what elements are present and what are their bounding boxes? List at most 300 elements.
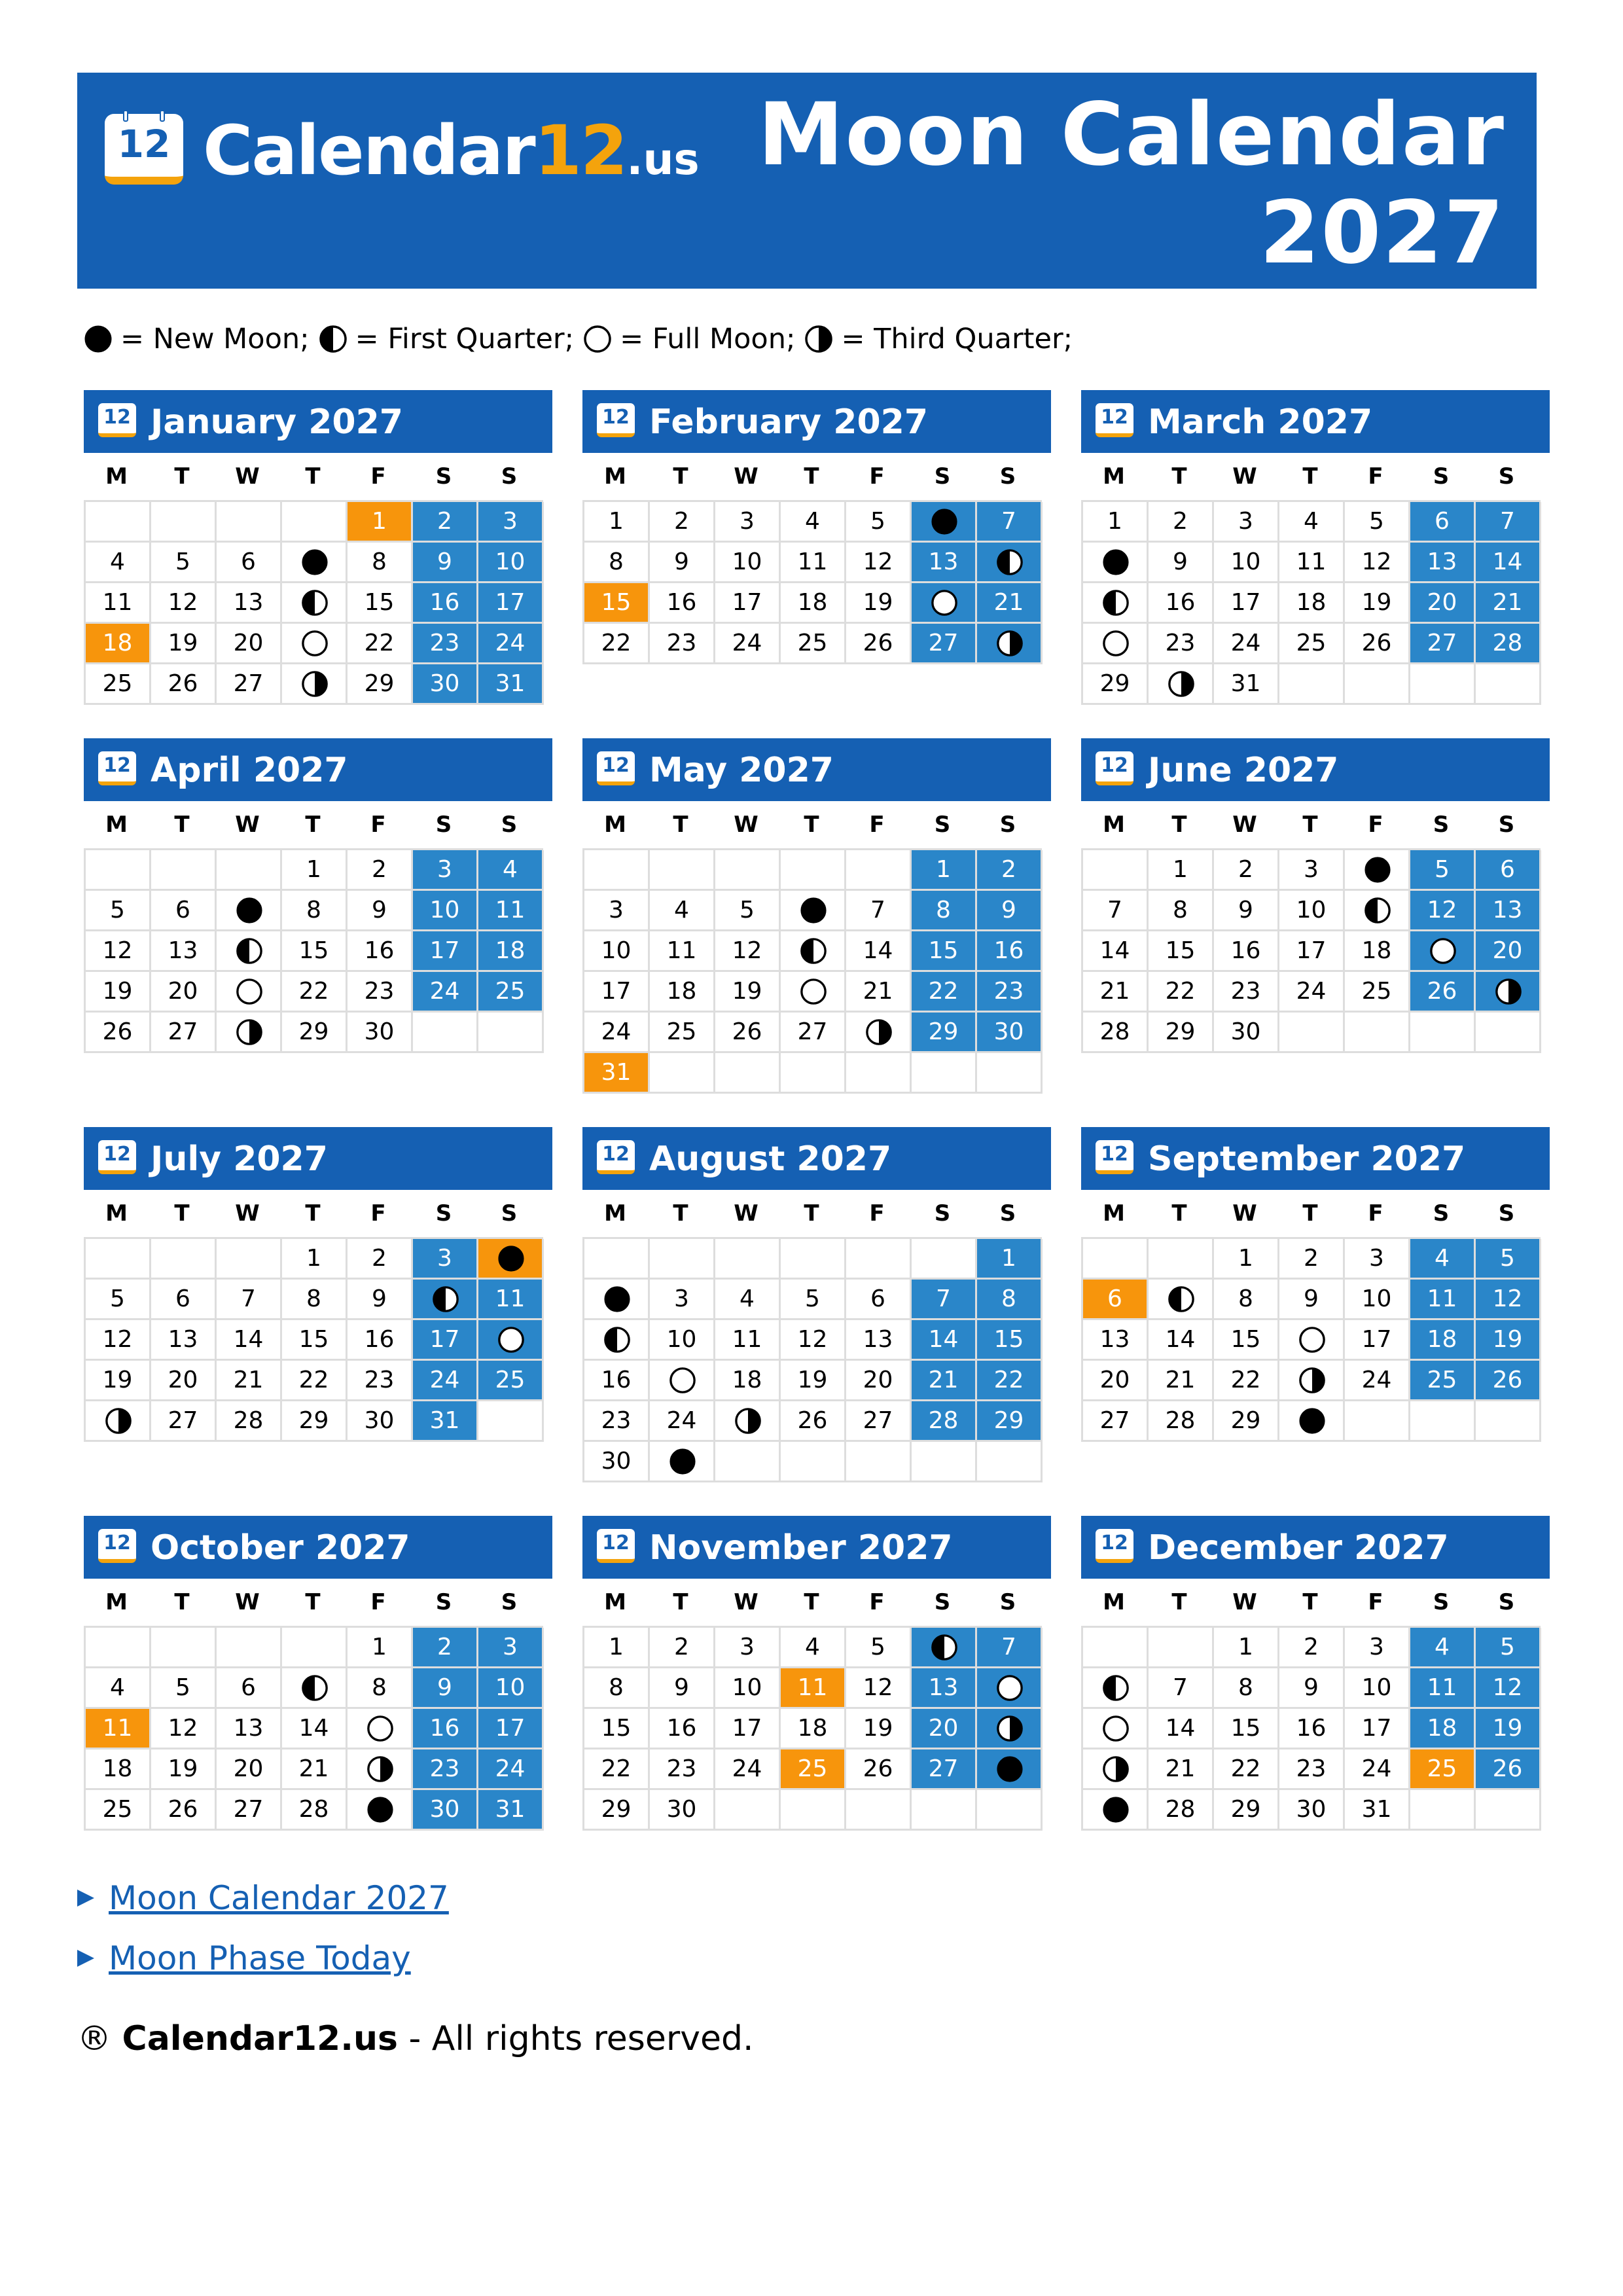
day-cell[interactable] bbox=[912, 1668, 977, 1709]
day-cell[interactable] bbox=[282, 931, 348, 972]
day-cell[interactable] bbox=[1214, 972, 1279, 1013]
day-cell[interactable] bbox=[217, 972, 282, 1013]
day-cell[interactable] bbox=[348, 1668, 413, 1709]
day-cell[interactable] bbox=[584, 1053, 650, 1094]
day-cell[interactable] bbox=[1149, 502, 1214, 543]
day-cell[interactable] bbox=[1214, 624, 1279, 664]
day-cell[interactable] bbox=[1279, 891, 1345, 931]
day-cell[interactable] bbox=[1214, 1628, 1279, 1668]
day-cell[interactable] bbox=[1149, 931, 1214, 972]
day-cell[interactable] bbox=[846, 1401, 912, 1442]
day-cell[interactable] bbox=[846, 1320, 912, 1361]
day-cell[interactable] bbox=[478, 624, 544, 664]
day-cell[interactable] bbox=[650, 583, 715, 624]
day-cell[interactable] bbox=[86, 891, 151, 931]
day-cell[interactable] bbox=[912, 1628, 977, 1668]
day-cell[interactable] bbox=[1279, 1709, 1345, 1749]
day-cell[interactable] bbox=[1214, 1749, 1279, 1790]
day-cell[interactable] bbox=[1345, 931, 1410, 972]
day-cell[interactable] bbox=[1214, 850, 1279, 891]
day-cell[interactable] bbox=[1214, 583, 1279, 624]
day-cell[interactable] bbox=[584, 1361, 650, 1401]
day-cell[interactable] bbox=[846, 931, 912, 972]
day-cell[interactable] bbox=[650, 931, 715, 972]
day-cell[interactable] bbox=[584, 1709, 650, 1749]
day-cell[interactable] bbox=[348, 1361, 413, 1401]
day-cell[interactable] bbox=[1410, 624, 1476, 664]
day-cell[interactable] bbox=[1214, 891, 1279, 931]
day-cell[interactable] bbox=[584, 1280, 650, 1320]
day-cell[interactable] bbox=[217, 1361, 282, 1401]
day-cell[interactable] bbox=[584, 931, 650, 972]
day-cell[interactable] bbox=[1214, 1280, 1279, 1320]
day-cell[interactable] bbox=[1345, 891, 1410, 931]
day-cell[interactable] bbox=[650, 1280, 715, 1320]
day-cell[interactable] bbox=[1476, 850, 1541, 891]
day-cell[interactable] bbox=[348, 1628, 413, 1668]
day-cell[interactable] bbox=[151, 1668, 217, 1709]
day-cell[interactable] bbox=[86, 1668, 151, 1709]
day-cell[interactable] bbox=[846, 543, 912, 583]
day-cell[interactable] bbox=[151, 1013, 217, 1053]
day-cell[interactable] bbox=[1083, 583, 1149, 624]
day-cell[interactable] bbox=[478, 1790, 544, 1831]
day-cell[interactable] bbox=[584, 1749, 650, 1790]
day-cell[interactable] bbox=[282, 1239, 348, 1280]
day-cell[interactable] bbox=[348, 931, 413, 972]
day-cell[interactable] bbox=[584, 1013, 650, 1053]
day-cell[interactable] bbox=[151, 664, 217, 705]
day-cell[interactable] bbox=[1279, 1361, 1345, 1401]
day-cell[interactable] bbox=[1476, 1628, 1541, 1668]
day-cell[interactable] bbox=[282, 972, 348, 1013]
day-cell[interactable] bbox=[715, 1320, 781, 1361]
day-cell[interactable] bbox=[912, 850, 977, 891]
day-cell[interactable] bbox=[846, 624, 912, 664]
day-cell[interactable] bbox=[1214, 1361, 1279, 1401]
day-cell[interactable] bbox=[781, 1013, 846, 1053]
day-cell[interactable] bbox=[650, 1749, 715, 1790]
day-cell[interactable] bbox=[1214, 1239, 1279, 1280]
day-cell[interactable] bbox=[715, 931, 781, 972]
day-cell[interactable] bbox=[1476, 1709, 1541, 1749]
day-cell[interactable] bbox=[715, 1280, 781, 1320]
day-cell[interactable] bbox=[86, 972, 151, 1013]
day-cell[interactable] bbox=[1279, 1628, 1345, 1668]
day-cell[interactable] bbox=[584, 1790, 650, 1831]
day-cell[interactable] bbox=[413, 664, 478, 705]
day-cell[interactable] bbox=[715, 583, 781, 624]
day-cell[interactable] bbox=[1214, 1320, 1279, 1361]
day-cell[interactable] bbox=[1345, 1790, 1410, 1831]
day-cell[interactable] bbox=[715, 624, 781, 664]
day-cell[interactable] bbox=[86, 931, 151, 972]
day-cell[interactable] bbox=[1410, 1280, 1476, 1320]
day-cell[interactable] bbox=[781, 972, 846, 1013]
day-cell[interactable] bbox=[715, 1361, 781, 1401]
day-cell[interactable] bbox=[650, 1668, 715, 1709]
day-cell[interactable] bbox=[650, 1361, 715, 1401]
day-cell[interactable] bbox=[912, 1709, 977, 1749]
day-cell[interactable] bbox=[650, 502, 715, 543]
day-cell[interactable] bbox=[86, 1749, 151, 1790]
day-cell[interactable] bbox=[478, 1239, 544, 1280]
day-cell[interactable] bbox=[1345, 1320, 1410, 1361]
day-cell[interactable] bbox=[1410, 931, 1476, 972]
day-cell[interactable] bbox=[478, 1361, 544, 1401]
day-cell[interactable] bbox=[1149, 1013, 1214, 1053]
day-cell[interactable] bbox=[1410, 891, 1476, 931]
day-cell[interactable] bbox=[151, 891, 217, 931]
day-cell[interactable] bbox=[413, 502, 478, 543]
day-cell[interactable] bbox=[1279, 502, 1345, 543]
day-cell[interactable] bbox=[1214, 931, 1279, 972]
day-cell[interactable] bbox=[1476, 1320, 1541, 1361]
day-cell[interactable] bbox=[1214, 543, 1279, 583]
day-cell[interactable] bbox=[282, 1361, 348, 1401]
day-cell[interactable] bbox=[1410, 1239, 1476, 1280]
day-cell[interactable] bbox=[977, 972, 1043, 1013]
day-cell[interactable] bbox=[1345, 1668, 1410, 1709]
month-title[interactable]: December 2027 bbox=[1148, 1528, 1449, 1568]
day-cell[interactable] bbox=[977, 1013, 1043, 1053]
day-cell[interactable] bbox=[151, 1320, 217, 1361]
day-cell[interactable] bbox=[912, 931, 977, 972]
day-cell[interactable] bbox=[912, 972, 977, 1013]
day-cell[interactable] bbox=[1149, 972, 1214, 1013]
day-cell[interactable] bbox=[413, 1401, 478, 1442]
day-cell[interactable] bbox=[1083, 891, 1149, 931]
day-cell[interactable] bbox=[584, 583, 650, 624]
day-cell[interactable] bbox=[348, 972, 413, 1013]
day-cell[interactable] bbox=[413, 931, 478, 972]
day-cell[interactable] bbox=[413, 583, 478, 624]
day-cell[interactable] bbox=[781, 624, 846, 664]
day-cell[interactable] bbox=[1476, 1280, 1541, 1320]
day-cell[interactable] bbox=[478, 1280, 544, 1320]
day-cell[interactable] bbox=[977, 624, 1043, 664]
day-cell[interactable] bbox=[1476, 931, 1541, 972]
day-cell[interactable] bbox=[977, 583, 1043, 624]
day-cell[interactable] bbox=[584, 972, 650, 1013]
day-cell[interactable] bbox=[217, 1668, 282, 1709]
day-cell[interactable] bbox=[977, 891, 1043, 931]
day-cell[interactable] bbox=[1149, 1320, 1214, 1361]
day-cell[interactable] bbox=[217, 1280, 282, 1320]
day-cell[interactable] bbox=[86, 1320, 151, 1361]
day-cell[interactable] bbox=[86, 1280, 151, 1320]
day-cell[interactable] bbox=[1149, 1280, 1214, 1320]
day-cell[interactable] bbox=[912, 1013, 977, 1053]
day-cell[interactable] bbox=[1345, 1749, 1410, 1790]
day-cell[interactable] bbox=[650, 1442, 715, 1482]
day-cell[interactable] bbox=[282, 1320, 348, 1361]
day-cell[interactable] bbox=[282, 891, 348, 931]
day-cell[interactable] bbox=[217, 624, 282, 664]
day-cell[interactable] bbox=[1149, 1749, 1214, 1790]
day-cell[interactable] bbox=[1476, 1668, 1541, 1709]
day-cell[interactable] bbox=[781, 1361, 846, 1401]
day-cell[interactable] bbox=[781, 1401, 846, 1442]
day-cell[interactable] bbox=[846, 1013, 912, 1053]
day-cell[interactable] bbox=[977, 1668, 1043, 1709]
day-cell[interactable] bbox=[282, 1668, 348, 1709]
day-cell[interactable] bbox=[1149, 1401, 1214, 1442]
day-cell[interactable] bbox=[478, 1749, 544, 1790]
day-cell[interactable] bbox=[478, 1320, 544, 1361]
day-cell[interactable] bbox=[217, 664, 282, 705]
day-cell[interactable] bbox=[1083, 1361, 1149, 1401]
day-cell[interactable] bbox=[1345, 972, 1410, 1013]
day-cell[interactable] bbox=[86, 1013, 151, 1053]
day-cell[interactable] bbox=[217, 1749, 282, 1790]
day-cell[interactable] bbox=[1149, 664, 1214, 705]
day-cell[interactable] bbox=[846, 502, 912, 543]
day-cell[interactable] bbox=[650, 1790, 715, 1831]
day-cell[interactable] bbox=[217, 931, 282, 972]
day-cell[interactable] bbox=[1345, 543, 1410, 583]
day-cell[interactable] bbox=[1083, 1709, 1149, 1749]
day-cell[interactable] bbox=[217, 1709, 282, 1749]
day-cell[interactable] bbox=[781, 502, 846, 543]
day-cell[interactable] bbox=[650, 1628, 715, 1668]
day-cell[interactable] bbox=[650, 1709, 715, 1749]
day-cell[interactable] bbox=[478, 502, 544, 543]
day-cell[interactable] bbox=[1279, 1790, 1345, 1831]
day-cell[interactable] bbox=[1345, 1280, 1410, 1320]
day-cell[interactable] bbox=[1410, 1361, 1476, 1401]
day-cell[interactable] bbox=[1476, 1239, 1541, 1280]
day-cell[interactable] bbox=[478, 891, 544, 931]
day-cell[interactable] bbox=[1279, 1401, 1345, 1442]
day-cell[interactable] bbox=[1214, 502, 1279, 543]
day-cell[interactable] bbox=[217, 891, 282, 931]
day-cell[interactable] bbox=[1476, 502, 1541, 543]
day-cell[interactable] bbox=[151, 1709, 217, 1749]
day-cell[interactable] bbox=[86, 1790, 151, 1831]
month-title[interactable]: May 2027 bbox=[649, 751, 834, 790]
day-cell[interactable] bbox=[86, 624, 151, 664]
day-cell[interactable] bbox=[217, 1401, 282, 1442]
day-cell[interactable] bbox=[478, 972, 544, 1013]
day-cell[interactable] bbox=[1149, 543, 1214, 583]
day-cell[interactable] bbox=[413, 624, 478, 664]
day-cell[interactable] bbox=[86, 583, 151, 624]
day-cell[interactable] bbox=[715, 891, 781, 931]
day-cell[interactable] bbox=[348, 1320, 413, 1361]
day-cell[interactable] bbox=[781, 1628, 846, 1668]
day-cell[interactable] bbox=[977, 543, 1043, 583]
day-cell[interactable] bbox=[584, 502, 650, 543]
day-cell[interactable] bbox=[977, 502, 1043, 543]
day-cell[interactable] bbox=[478, 850, 544, 891]
day-cell[interactable] bbox=[715, 1709, 781, 1749]
day-cell[interactable] bbox=[781, 931, 846, 972]
day-cell[interactable] bbox=[217, 583, 282, 624]
day-cell[interactable] bbox=[715, 502, 781, 543]
day-cell[interactable] bbox=[1214, 1401, 1279, 1442]
day-cell[interactable] bbox=[478, 1709, 544, 1749]
day-cell[interactable] bbox=[1149, 891, 1214, 931]
day-cell[interactable] bbox=[348, 583, 413, 624]
day-cell[interactable] bbox=[413, 1668, 478, 1709]
day-cell[interactable] bbox=[584, 1320, 650, 1361]
day-cell[interactable] bbox=[413, 1628, 478, 1668]
day-cell[interactable] bbox=[1149, 583, 1214, 624]
day-cell[interactable] bbox=[584, 891, 650, 931]
day-cell[interactable] bbox=[348, 1013, 413, 1053]
day-cell[interactable] bbox=[151, 931, 217, 972]
day-cell[interactable] bbox=[1345, 1709, 1410, 1749]
day-cell[interactable] bbox=[1410, 850, 1476, 891]
day-cell[interactable] bbox=[1410, 1628, 1476, 1668]
day-cell[interactable] bbox=[715, 972, 781, 1013]
day-cell[interactable] bbox=[151, 624, 217, 664]
day-cell[interactable] bbox=[1410, 972, 1476, 1013]
day-cell[interactable] bbox=[1476, 543, 1541, 583]
day-cell[interactable] bbox=[1345, 850, 1410, 891]
day-cell[interactable] bbox=[151, 1749, 217, 1790]
day-cell[interactable] bbox=[1149, 624, 1214, 664]
day-cell[interactable] bbox=[584, 1668, 650, 1709]
day-cell[interactable] bbox=[1083, 1668, 1149, 1709]
day-cell[interactable] bbox=[912, 1361, 977, 1401]
day-cell[interactable] bbox=[282, 1749, 348, 1790]
month-title[interactable]: November 2027 bbox=[649, 1528, 953, 1568]
day-cell[interactable] bbox=[282, 850, 348, 891]
day-cell[interactable] bbox=[1279, 850, 1345, 891]
day-cell[interactable] bbox=[1149, 1709, 1214, 1749]
day-cell[interactable] bbox=[282, 624, 348, 664]
day-cell[interactable] bbox=[1083, 664, 1149, 705]
day-cell[interactable] bbox=[348, 1401, 413, 1442]
day-cell[interactable] bbox=[977, 1749, 1043, 1790]
day-cell[interactable] bbox=[348, 1709, 413, 1749]
day-cell[interactable] bbox=[584, 543, 650, 583]
day-cell[interactable] bbox=[413, 1239, 478, 1280]
day-cell[interactable] bbox=[413, 1361, 478, 1401]
day-cell[interactable] bbox=[912, 502, 977, 543]
day-cell[interactable] bbox=[151, 583, 217, 624]
day-cell[interactable] bbox=[217, 1013, 282, 1053]
day-cell[interactable] bbox=[781, 1709, 846, 1749]
day-cell[interactable] bbox=[1410, 1320, 1476, 1361]
day-cell[interactable] bbox=[1279, 1668, 1345, 1709]
day-cell[interactable] bbox=[1279, 624, 1345, 664]
day-cell[interactable] bbox=[348, 664, 413, 705]
day-cell[interactable] bbox=[1083, 543, 1149, 583]
day-cell[interactable] bbox=[715, 1628, 781, 1668]
day-cell[interactable] bbox=[912, 1749, 977, 1790]
day-cell[interactable] bbox=[1214, 1790, 1279, 1831]
month-title[interactable]: September 2027 bbox=[1148, 1139, 1466, 1179]
day-cell[interactable] bbox=[977, 1628, 1043, 1668]
day-cell[interactable] bbox=[781, 543, 846, 583]
day-cell[interactable] bbox=[1410, 543, 1476, 583]
day-cell[interactable] bbox=[1214, 1013, 1279, 1053]
day-cell[interactable] bbox=[715, 1749, 781, 1790]
day-cell[interactable] bbox=[151, 1790, 217, 1831]
day-cell[interactable] bbox=[715, 543, 781, 583]
day-cell[interactable] bbox=[584, 624, 650, 664]
day-cell[interactable] bbox=[86, 1709, 151, 1749]
day-cell[interactable] bbox=[912, 1401, 977, 1442]
day-cell[interactable] bbox=[282, 1280, 348, 1320]
month-title[interactable]: June 2027 bbox=[1148, 751, 1339, 790]
day-cell[interactable] bbox=[282, 1709, 348, 1749]
day-cell[interactable] bbox=[1476, 583, 1541, 624]
day-cell[interactable] bbox=[846, 891, 912, 931]
day-cell[interactable] bbox=[348, 502, 413, 543]
day-cell[interactable] bbox=[1149, 1361, 1214, 1401]
day-cell[interactable] bbox=[1345, 1239, 1410, 1280]
day-cell[interactable] bbox=[912, 1320, 977, 1361]
day-cell[interactable] bbox=[977, 1709, 1043, 1749]
day-cell[interactable] bbox=[1083, 1320, 1149, 1361]
day-cell[interactable] bbox=[781, 891, 846, 931]
day-cell[interactable] bbox=[1083, 502, 1149, 543]
day-cell[interactable] bbox=[217, 1320, 282, 1361]
day-cell[interactable] bbox=[912, 543, 977, 583]
day-cell[interactable] bbox=[1345, 1361, 1410, 1401]
day-cell[interactable] bbox=[348, 543, 413, 583]
day-cell[interactable] bbox=[1083, 1749, 1149, 1790]
day-cell[interactable] bbox=[715, 1013, 781, 1053]
day-cell[interactable] bbox=[478, 1628, 544, 1668]
day-cell[interactable] bbox=[478, 1668, 544, 1709]
day-cell[interactable] bbox=[1410, 583, 1476, 624]
day-cell[interactable] bbox=[650, 891, 715, 931]
day-cell[interactable] bbox=[1279, 1280, 1345, 1320]
day-cell[interactable] bbox=[1083, 624, 1149, 664]
day-cell[interactable] bbox=[781, 1320, 846, 1361]
day-cell[interactable] bbox=[348, 1280, 413, 1320]
day-cell[interactable] bbox=[1214, 664, 1279, 705]
day-cell[interactable] bbox=[413, 1749, 478, 1790]
day-cell[interactable] bbox=[478, 583, 544, 624]
day-cell[interactable] bbox=[282, 1401, 348, 1442]
month-title[interactable]: August 2027 bbox=[649, 1139, 892, 1179]
moon-phase-today-link[interactable]: Moon Phase Today bbox=[109, 1939, 411, 1977]
day-cell[interactable] bbox=[1476, 972, 1541, 1013]
day-cell[interactable] bbox=[413, 543, 478, 583]
day-cell[interactable] bbox=[151, 1361, 217, 1401]
day-cell[interactable] bbox=[1345, 502, 1410, 543]
day-cell[interactable] bbox=[217, 1790, 282, 1831]
day-cell[interactable] bbox=[1214, 1668, 1279, 1709]
day-cell[interactable] bbox=[1476, 624, 1541, 664]
day-cell[interactable] bbox=[912, 891, 977, 931]
day-cell[interactable] bbox=[478, 664, 544, 705]
day-cell[interactable] bbox=[282, 543, 348, 583]
day-cell[interactable] bbox=[650, 543, 715, 583]
day-cell[interactable] bbox=[1476, 1361, 1541, 1401]
day-cell[interactable] bbox=[151, 1401, 217, 1442]
day-cell[interactable] bbox=[348, 624, 413, 664]
day-cell[interactable] bbox=[348, 891, 413, 931]
day-cell[interactable] bbox=[282, 583, 348, 624]
day-cell[interactable] bbox=[846, 1361, 912, 1401]
day-cell[interactable] bbox=[1083, 1401, 1149, 1442]
day-cell[interactable] bbox=[1083, 972, 1149, 1013]
day-cell[interactable] bbox=[282, 1013, 348, 1053]
day-cell[interactable] bbox=[1214, 1709, 1279, 1749]
day-cell[interactable] bbox=[1279, 972, 1345, 1013]
day-cell[interactable] bbox=[912, 624, 977, 664]
day-cell[interactable] bbox=[977, 1280, 1043, 1320]
month-title[interactable]: January 2027 bbox=[151, 403, 403, 442]
day-cell[interactable] bbox=[584, 1442, 650, 1482]
